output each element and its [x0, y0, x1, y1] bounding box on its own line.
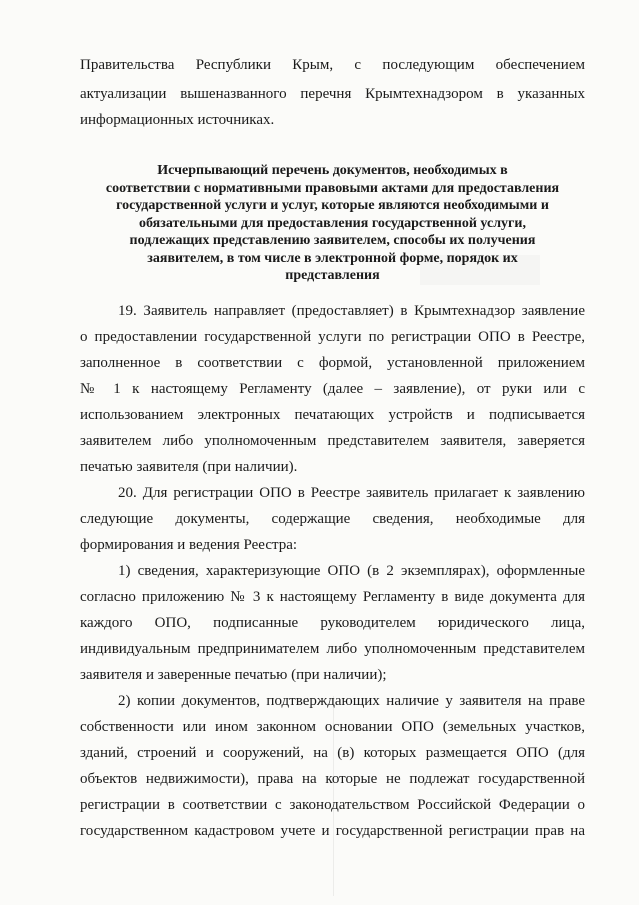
section-heading-line-6: заявителем, в том числе в электронной форме, порядок их [147, 251, 518, 266]
paragraph-19-line-1: 19. Заявитель направляет (предоставляет) в Крымтехнадзор заявление [118, 303, 585, 319]
section-heading-line-7: представления [285, 268, 380, 283]
section-heading-line-1: Исчерпывающий перечень документов, необходимых в [157, 163, 508, 178]
intro-line-1: Правительства Республики Крым, с последующим обеспечением [80, 57, 585, 73]
scan-smudge [420, 255, 540, 285]
item-1-line-2: согласно приложению № 3 к настоящему Регламенту в виде документа для [80, 589, 585, 605]
paragraph-19-line-7: печатью заявителя (при наличии). [80, 459, 298, 475]
paragraph-19-line-4: № 1 к настоящему Регламенту (далее – заявление), от руки или с [80, 381, 585, 397]
item-2-line-5: регистрации в соответствии с законодательством Российской Федерации о [80, 797, 585, 813]
item-2-line-4: объектов недвижимости), права на которые не подлежат государственной [80, 771, 585, 787]
item-2-line-3: зданий, строений и сооружений, на (в) которых размещается ОПО (для [80, 745, 585, 761]
item-2-line-6: государственном кадастровом учете и государственной регистрации прав на [80, 823, 585, 839]
paragraph-20-line-1: 20. Для регистрации ОПО в Реестре заявитель прилагает к заявлению [118, 485, 585, 501]
scan-fold-line [333, 696, 334, 896]
intro-line-3: информационных источниках. [80, 112, 275, 128]
section-heading-line-4: обязательными для предоставления государственной услуги, [139, 216, 526, 231]
section-heading-line-5: подлежащих представлению заявителем, способы их получения [129, 233, 536, 248]
item-1-line-3: каждого ОПО, подписанные руководителем юридического лица, [80, 615, 585, 631]
section-heading-line-3: государственной услуги и услуг, которые являются необходимыми и [116, 198, 549, 213]
paragraph-19-line-6: заявителем либо уполномоченным представителем заявителя, заверяется [80, 433, 585, 449]
item-2-line-1: 2) копии документов, подтверждающих наличие у заявителя на праве [118, 693, 585, 709]
item-1-line-1: 1) сведения, характеризующие ОПО (в 2 экземплярах), оформленные [118, 563, 585, 579]
paragraph-20-line-3: формирования и ведения Реестра: [80, 537, 298, 553]
paragraph-19-line-2: о предоставлении государственной услуги по регистрации ОПО в Реестре, [80, 329, 585, 345]
item-1-line-4: индивидуальным предпринимателем либо уполномоченным представителем [80, 641, 585, 657]
item-2-line-2: собственности или ином законном основании ОПО (земельных участков, [80, 719, 585, 735]
item-1-line-5: заявителя и заверенные печатью (при наличии); [80, 667, 387, 683]
intro-line-2: актуализации вышеназванного перечня Крымтехнадзором в указанных [80, 86, 585, 102]
paragraph-19-line-3: заполненное в соответствии с формой, установленной приложением [80, 355, 585, 371]
paragraph-20-line-2: следующие документы, содержащие сведения, необходимые для [80, 511, 585, 527]
paragraph-19-line-5: использованием электронных печатающих устройств и подписывается [80, 407, 585, 423]
section-heading-line-2: соответствии с нормативными правовыми актами для предоставления [105, 181, 560, 196]
